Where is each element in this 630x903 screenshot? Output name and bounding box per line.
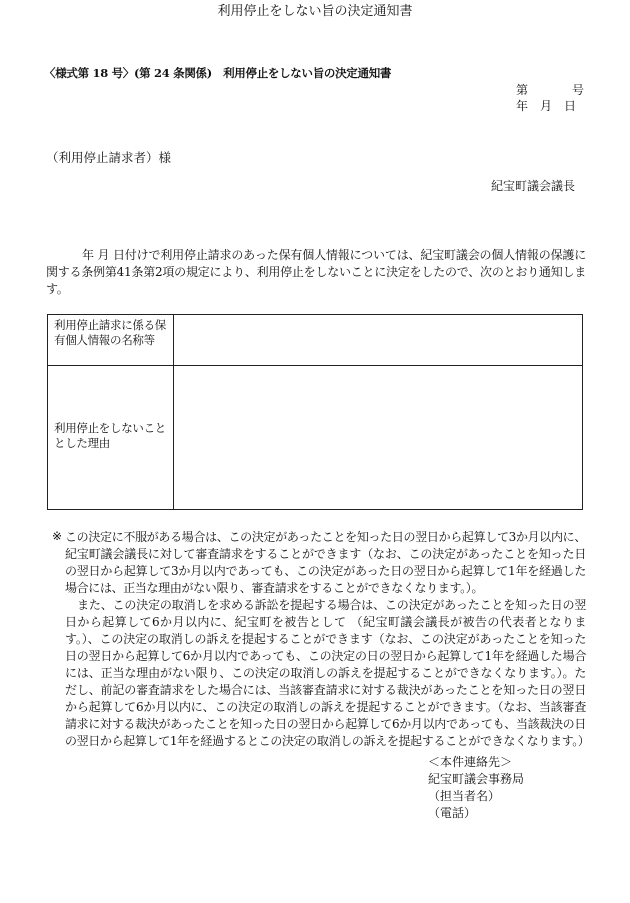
- recipient-line: （利用停止請求者）様: [46, 150, 172, 165]
- note-mark: ※: [52, 529, 63, 543]
- document-date-field: 年 月 日: [516, 99, 577, 113]
- note-paragraph-appeal: この決定に不服がある場合は、この決定があったことを知った日の翌日から起算して3か月以内に、紀宝町議会議長に対して審査請求をすることができます（なお、この決定があったことを知った日の翌日から起算して3か月以内であっても、この決定があった日の翌日から起算して1年を経過した場合には、正当な理由がない限り、審査請求をすることができなくなります。）。: [65, 530, 586, 595]
- table-value-reason: [174, 366, 582, 509]
- document-title: 利用停止をしない旨の決定通知書: [217, 4, 413, 19]
- info-table: [47, 314, 583, 510]
- body-paragraph: 年 月 日付けで利用停止請求のあった保有個人情報については、紀宝町議会の個人情報の保護に関する条例第41条第2項の規定により、利用停止をしないことに決定をしたので、次のとおり通知します。: [46, 248, 586, 296]
- contact-person: （担当者名）: [428, 789, 501, 803]
- form-number-label: 〈様式第 18 号〉(第 24 条関係) 利用停止をしない旨の決定通知書: [44, 66, 392, 80]
- sender-line: 紀宝町議会議長: [491, 179, 576, 193]
- contact-phone: （電話）: [428, 806, 477, 820]
- contact-block: [428, 754, 524, 822]
- document-number-field: 第 号: [516, 83, 587, 97]
- note-paragraph-lawsuit: また、この決定の取消しを求める訴訟を提起する場合は、この決定があったことを知った日の翌日から起算して6か月以内に、紀宝町を被告として （紀宝町議会議長が被告の代表者となります。）、この決定の取消しの訴えを提起することができます（なお、この決定があったことを知った日の翌日から起算して6か月以内であっても、この決定の日の翌日から起算して1年を経過した場合には、正当な理由がない限り、この決定の取消しの訴えを提起することができなくなります。）。ただし、前記の審査請求をした場合には、当該審査請求に対する裁決があったことを知った日の翌日から起算して6か月以内に、この決定の取消しの訴えを提起することができます。（なお、当該審査請求に対する裁決があったことを知った日の翌日から起算して6か月以内であっても、当該裁決の日の翌日から起算して1年を経過するとこの決定の取消しの訴えを提起することができなくなります。）: [65, 598, 590, 748]
- table-value-information-name: [174, 315, 582, 365]
- contact-heading: ＜本件連絡先＞: [428, 755, 513, 769]
- table-label-information-name: 利用停止請求に係る保有個人情報の名称等: [54, 318, 166, 347]
- table-label-reason: 利用停止をしないこととした理由: [54, 421, 166, 450]
- contact-office: 紀宝町議会事務局: [428, 772, 525, 786]
